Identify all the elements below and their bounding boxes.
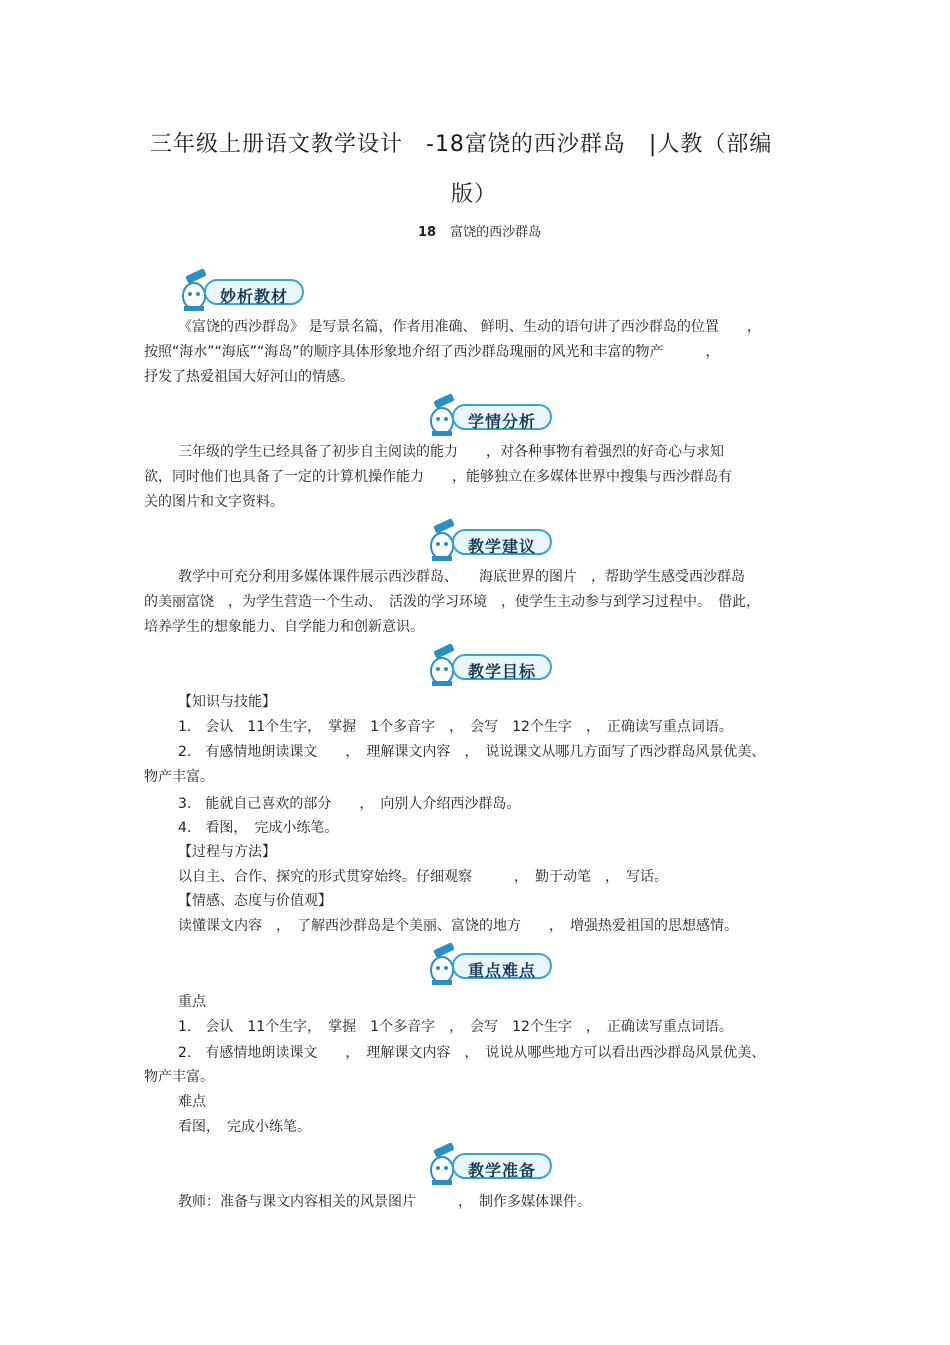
badge-pill bbox=[452, 654, 552, 680]
badge-label: 教学准备 bbox=[468, 1161, 537, 1180]
section-badge-jianyi bbox=[424, 518, 559, 562]
list-item: 1. 会认 11个生字， 掌握 1个多音字 ， 会写 12个生字 ， 正确读写重点词语。 bbox=[178, 719, 733, 735]
subheading: 【情感、态度与价值观】 bbox=[178, 893, 332, 909]
badge-pill bbox=[452, 529, 552, 555]
paragraph-line: 欲，同时他们也具备了一定的计算机操作能力 ，能够独立在多媒体世界中搜集与西沙群岛有 bbox=[144, 469, 732, 485]
list-item: 2. 有感情地朗读课文 ， 理解课文内容 ， 说说课文从哪几方面写了西沙群岛风景优美、 bbox=[178, 744, 766, 760]
paragraph-line: 教学中可充分利用多媒体课件展示西沙群岛、 海底世界的图片 ，帮助学生感受西沙群岛 bbox=[178, 569, 745, 585]
lesson-number: 18 bbox=[418, 225, 437, 240]
paragraph-line: 《富饶的西沙群岛》 是写景名篇，作者用准确、 鲜明、生动的语句讲了西沙群岛的位置 ， bbox=[178, 319, 761, 335]
lesson-name: 富饶的西沙群岛 bbox=[450, 225, 542, 240]
subheading: 重点 bbox=[178, 994, 206, 1010]
list-item: 1. 会认 11个生字， 掌握 1个多音字 ， 会写 12个生字 ， 正确读写重点词语。 bbox=[178, 1019, 733, 1035]
paragraph-line: 按照“海水”“海底”“海岛”的顺序具体形象地介绍了西沙群岛瑰丽的风光和丰富的物产 ， bbox=[144, 344, 720, 360]
badge-label: 教学建议 bbox=[468, 537, 537, 556]
subheading: 【过程与方法】 bbox=[178, 844, 276, 860]
badge-label: 重点难点 bbox=[468, 961, 537, 980]
list-item: 4. 看图， 完成小练笔。 bbox=[178, 820, 339, 836]
section-badge-zhunbei bbox=[424, 1142, 559, 1186]
paragraph-line: 关的图片和文字资料。 bbox=[144, 494, 284, 510]
section-badge-mubiao bbox=[424, 643, 559, 687]
lesson-subtitle bbox=[418, 221, 541, 240]
paragraph-line: 抒发了热爱祖国大好河山的情感。 bbox=[144, 369, 354, 385]
paragraph-line: 三年级的学生已经具备了初步自主阅读的能力 ，对各种事物有着强烈的好奇心与求知 bbox=[178, 444, 724, 460]
badge-pill bbox=[452, 404, 552, 430]
section-badge-xueqing bbox=[424, 393, 559, 437]
paragraph-line: 教师：准备与课文内容相关的风景图片 ， 制作多媒体课件。 bbox=[178, 1194, 591, 1210]
page-title-line-1: 三年级上册语文教学设计 -18富饶的西沙群岛 |人教（部编 bbox=[150, 132, 773, 157]
paragraph-line: 读懂课文内容 ， 了解西沙群岛是个美丽、富饶的地方 ， 增强热爱祖国的思想感情。 bbox=[178, 918, 738, 934]
badge-label: 教学目标 bbox=[468, 662, 537, 681]
list-item-continuation: 物产丰富。 bbox=[144, 1069, 214, 1085]
list-item-continuation: 物产丰富。 bbox=[144, 769, 214, 785]
paragraph-line: 看图， 完成小练笔。 bbox=[178, 1119, 311, 1135]
badge-pill bbox=[452, 1153, 552, 1179]
badge-pill bbox=[204, 279, 304, 305]
list-item: 3. 能就自己喜欢的部分 ， 向别人介绍西沙群岛。 bbox=[178, 796, 521, 812]
section-badge-zhongdian bbox=[424, 942, 559, 986]
badge-label: 学情分析 bbox=[468, 412, 537, 431]
paragraph-line: 的美丽富饶 ，为学生营造一个生动、 活泼的学习环境 ，使学生主动参与到学习过程中。 借此， bbox=[144, 594, 760, 610]
paragraph-line: 培养学生的想象能力、自学能力和创新意识。 bbox=[144, 619, 424, 635]
badge-label: 妙析教材 bbox=[220, 287, 289, 306]
subheading: 【知识与技能】 bbox=[178, 694, 276, 710]
paragraph-line: 以自主、合作、探究的形式贯穿始终。仔细观察 ， 勤于动笔 ， 写话。 bbox=[178, 869, 668, 885]
list-item: 2. 有感情地朗读课文 ， 理解课文内容 ， 说说从哪些地方可以看出西沙群岛风景优美、 bbox=[178, 1045, 766, 1061]
subheading: 难点 bbox=[178, 1094, 206, 1110]
section-badge-miaoxi bbox=[176, 268, 311, 312]
badge-pill bbox=[452, 953, 552, 979]
page-title-line-2: 版） bbox=[451, 182, 498, 207]
